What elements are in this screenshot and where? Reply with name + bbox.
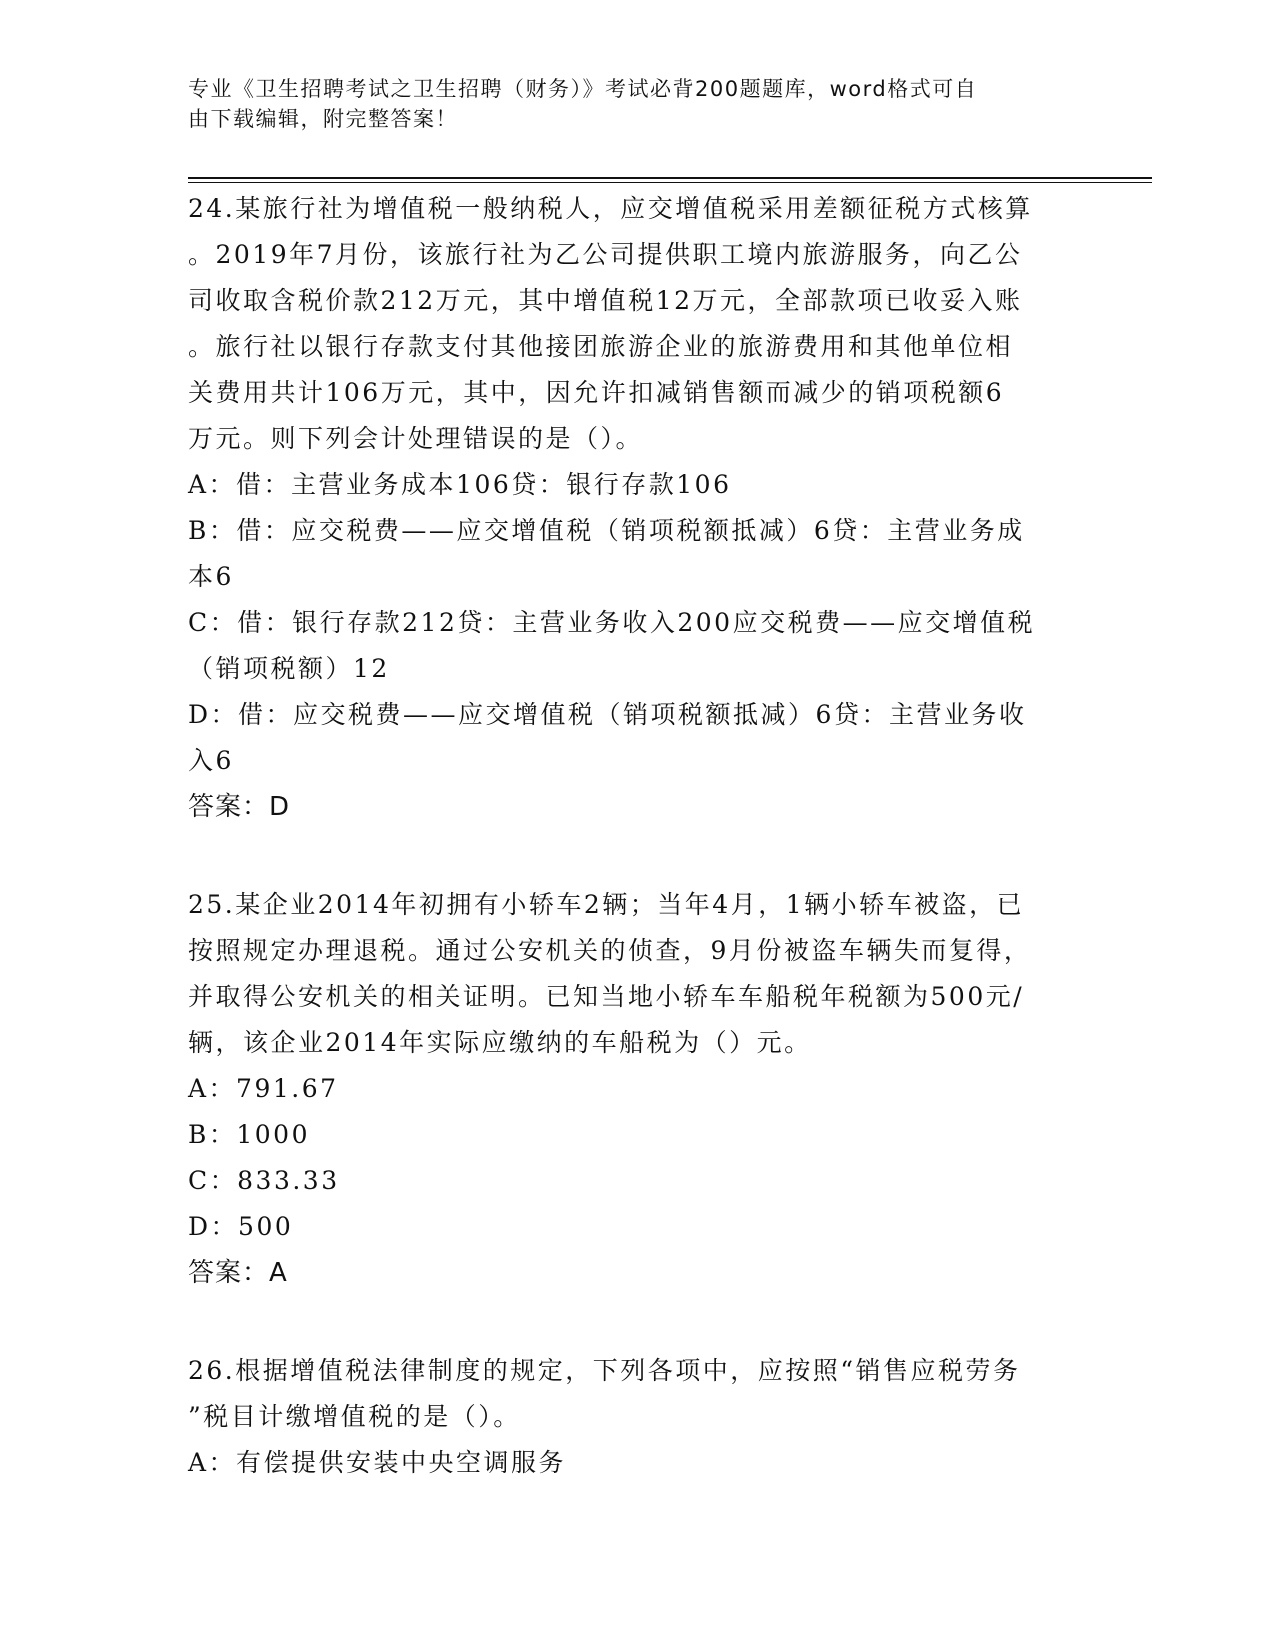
stem-line: 25.某企业2014年初拥有小轿车2辆；当年4月，1辆小轿车被盗，已 bbox=[188, 890, 1025, 919]
option-a bbox=[188, 462, 1083, 508]
option-line: （销项税额）12 bbox=[188, 654, 390, 683]
option-a bbox=[188, 1440, 1083, 1486]
question-stem bbox=[188, 186, 1083, 462]
question-stem bbox=[188, 1348, 1083, 1440]
option-d bbox=[188, 692, 1083, 784]
option-line: A：借：主营业务成本106贷：银行存款106 bbox=[188, 470, 732, 499]
answer-line: 答案：D bbox=[188, 792, 291, 822]
option-c bbox=[188, 600, 1083, 692]
header-line-2: 由下载编辑，附完整答案！ bbox=[188, 107, 458, 131]
option-line: C：借：银行存款212贷：主营业务收入200应交税费——应交增值税 bbox=[188, 608, 1036, 637]
stem-line: 司收取含税价款212万元，其中增值税12万元，全部款项已收妥入账 bbox=[188, 286, 1023, 315]
stem-line: 。2019年7月份，该旅行社为乙公司提供职工境内旅游服务，向乙公 bbox=[188, 240, 1023, 269]
stem-line: 26.根据增值税法律制度的规定，下列各项中，应按照“销售应税劳务 bbox=[188, 1356, 1021, 1385]
option-a bbox=[188, 1066, 1083, 1112]
stem-line: 万元。则下列会计处理错误的是（）。 bbox=[188, 424, 644, 453]
option-line: 本6 bbox=[188, 562, 234, 591]
stem-line: ”税目计缴增值税的是（）。 bbox=[188, 1402, 521, 1431]
stem-line: 24.某旅行社为增值税一般纳税人，应交增值税采用差额征税方式核算 bbox=[188, 194, 1033, 223]
option-line: C：833.33 bbox=[188, 1166, 340, 1195]
option-b bbox=[188, 508, 1083, 600]
document-header bbox=[188, 74, 1068, 134]
option-line: D：借：应交税费——应交增值税（销项税额抵减）6贷：主营业务收 bbox=[188, 700, 1027, 729]
header-rule-thin bbox=[188, 182, 1152, 183]
option-line: D：500 bbox=[188, 1212, 294, 1241]
answer-line: 答案：A bbox=[188, 1258, 288, 1288]
option-b bbox=[188, 1112, 1083, 1158]
header-line-1: 专业《卫生招聘考试之卫生招聘（财务）》考试必背200题题库，word格式可自 bbox=[188, 77, 978, 101]
question-26 bbox=[188, 1348, 1083, 1486]
question-24 bbox=[188, 186, 1083, 830]
stem-line: 。旅行社以银行存款支付其他接团旅游企业的旅游费用和其他单位相 bbox=[188, 332, 1014, 361]
option-d bbox=[188, 1204, 1083, 1250]
question-25 bbox=[188, 882, 1083, 1296]
option-c bbox=[188, 1158, 1083, 1204]
stem-line: 关费用共计106万元，其中，因允许扣减销售额而减少的销项税额6 bbox=[188, 378, 1005, 407]
stem-line: 按照规定办理退税。通过公安机关的侦查，9月份被盗车辆失而复得， bbox=[188, 936, 1032, 965]
question-list bbox=[188, 186, 1083, 1486]
stem-line: 辆，该企业2014年实际应缴纳的车船税为（）元。 bbox=[188, 1028, 812, 1057]
option-line: 入6 bbox=[188, 746, 234, 775]
question-spacer bbox=[188, 1296, 1083, 1348]
option-line: A：791.67 bbox=[188, 1074, 339, 1103]
stem-line: 并取得公安机关的相关证明。已知当地小轿车车船税年税额为500元/ bbox=[188, 982, 1025, 1011]
header-rule-thick bbox=[188, 177, 1152, 179]
option-line: A：有偿提供安装中央空调服务 bbox=[188, 1448, 567, 1477]
question-stem bbox=[188, 882, 1083, 1066]
question-spacer bbox=[188, 830, 1083, 882]
option-line: B：借：应交税费——应交增值税（销项税额抵减）6贷：主营业务成 bbox=[188, 516, 1025, 545]
option-line: B：1000 bbox=[188, 1120, 310, 1149]
